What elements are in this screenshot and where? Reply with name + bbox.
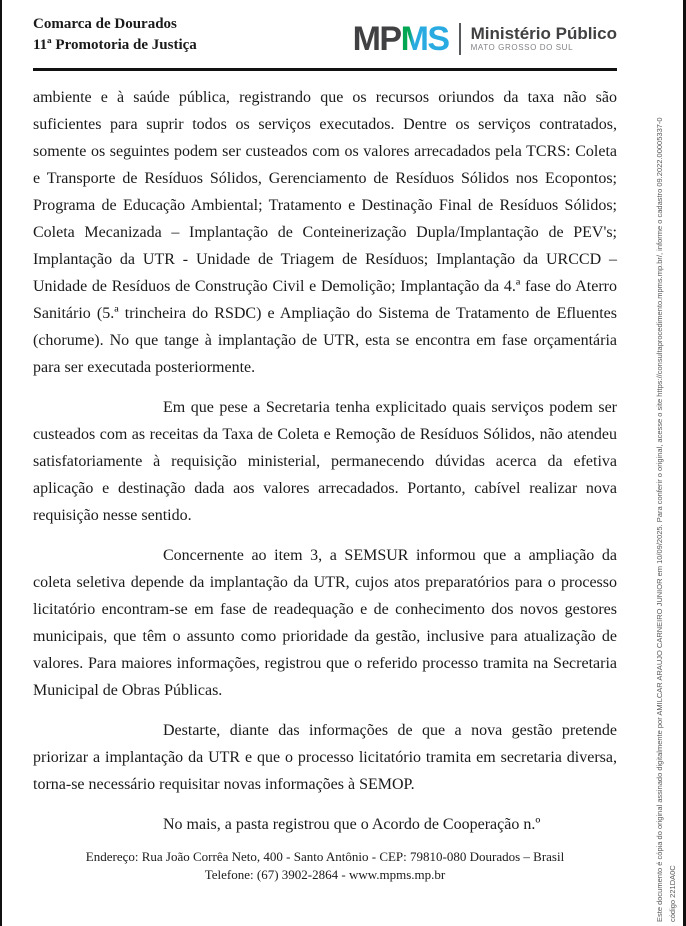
court-block — [33, 14, 197, 58]
header-rule — [33, 68, 617, 71]
page-footer — [33, 848, 617, 884]
mpms-logo-letters — [353, 22, 449, 56]
org-subtitle: MATO GROSSO DO SUL — [470, 43, 574, 52]
paragraph: Em que pese a Secretaria tenha explicitado quais serviços podem ser custeados com as receitas da Taxa de Coleta e Remoção de Resíduos Sólidos, não atendeu satisfatoriamente à requisição ministerial, permanecendo dúvidas acerca da efetiva aplicação e destinação dada aos valores arrecadados. Portanto, cabível realizar nova requisição nesse sentido. — [33, 399, 617, 524]
paragraph: Destarte, diante das informações de que a nova gestão pretende priorizar a implantação da UTR e que o processo licitatório tramita em secretaria diversa, torna-se necessário requisitar novas informações à SEMOP. — [33, 722, 617, 793]
digital-signature-strip — [653, 0, 679, 922]
logo-s-letter: S — [427, 20, 449, 58]
paragraph: ambiente e à saúde pública, registrando que os recursos oriundos da taxa não são suficientes para suprir todos os serviços executados. Dentre os serviços contratados, somente os seguintes podem ser custeados com os valores arrecadados pela TCRS: Coleta e Transporte de Resíduos Sólidos, Gerenciamento de Resíduos Sólidos nos Ecopontos; Programa de Educação Ambiental; Tratamento e Destinação Final de Resíduos Sólidos; Coleta Mecanizada – Implantação de Conteinerização Dupla/Implantação de PEV's; Implantação da UTR - Unidade de Triagem de Resíduos; Implantação da URCCD – Unidade de Resíduos de Construção Civil e Demolição; Implantação da 4.ª fase do Aterro Sanitário (5.ª trincheira do RSDC) e Ampliação do Sistema de Tratamento de Efluentes (chorume). No que tange à implantação de UTR, esta se encontra em fase orçamentária para ser executada posteriormente. — [33, 89, 617, 376]
logo-divider — [459, 23, 461, 55]
left-border-line — [0, 0, 2, 926]
mpms-logo — [353, 22, 617, 58]
org-block — [471, 25, 617, 53]
letterhead — [33, 14, 617, 58]
paragraph: Concernente ao item 3, a SEMSUR informou que a ampliação da coleta seletiva depende da implantação da UTR, cujos atos preparatórios para o processo licitatório encontram-se em fase de readequação e de conhecimento dos novos gestores municipais, que têm o assunto como prioridade da gestão, inclusive para atualização de valores. Para maiores informações, registrou que o referido processo tramita na Secretaria Municipal de Obras Públicas. — [33, 547, 617, 699]
footer-phone: Telefone: (67) 3902-2864 - www.mpms.mp.br — [204, 867, 446, 882]
document-body — [33, 84, 617, 851]
logo-m-letter: M — [400, 20, 428, 58]
logo-mp-letters: MP — [352, 20, 401, 58]
footer-address: Endereço: Rua João Corrêa Neto, 400 - Santo Antônio - CEP: 79810-080 Dourados – Brasil — [85, 849, 565, 864]
promotoria-title: 11ª Promotoria de Justiça — [33, 37, 197, 53]
comarca-title: Comarca de Dourados — [33, 16, 177, 32]
org-name: Ministério Público — [470, 24, 617, 43]
paragraph: No mais, a pasta registrou que o Acordo de Cooperação n.º — [163, 816, 541, 833]
signature-code: código 221DA0C — [668, 865, 677, 922]
signature-statement: Este documento é cópia do original assinado digitalmente por AMILCAR ARAUJO CARNEIRO JUNIOR em 10/09/2025. Para conferir o original, acesse o site https://consultaprocedimento.mpms.mp.br/, informe o cadastro 09.2022.00005337-0 — [655, 117, 664, 922]
